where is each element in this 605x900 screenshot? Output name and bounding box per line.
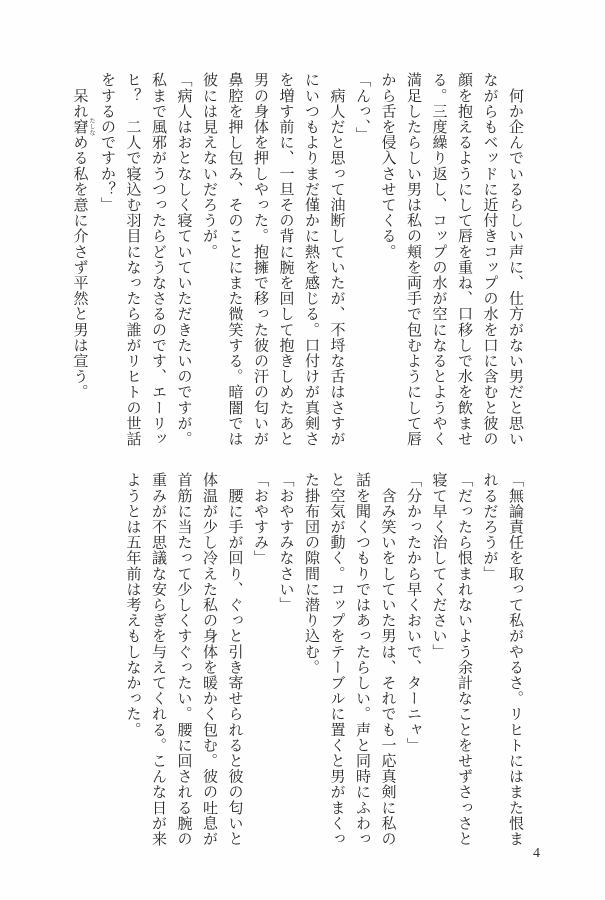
text-line: をするのですか？」 [99,72,117,213]
text-line: 「おやすみ」 [252,472,270,566]
text-line: 重みが不思議な安らぎを与えてくれる。こんな日が来 [150,472,168,847]
text-line: 寝て早く治してください」 [430,472,449,660]
text-line: から舌を侵入させてくる。 [379,72,398,260]
text-line: と空気が動く。コップをテーブルに置くと男がまくっ [328,472,347,847]
text-line: 体温が少し冷えた私の身体を暖かく包む。彼の吐息が [201,472,219,847]
text-line: 鼻腔を押し包み、そのことにまた微笑する。暗闇では [226,72,245,447]
text-line: ヒ？ 二人で寝込む羽目になったら誰がリヒトの世話 [124,72,143,447]
text-line: 「病人はおとなしく寝ていていただきたいのですが。 [175,72,194,447]
ruby-line-start: 呆れ [71,72,90,119]
text-line: 「んっ、」 [354,72,372,143]
text-line: 「分かったから早くおいで、ターニャ」 [405,472,423,753]
text-line: を増す前に、一旦その背に腕を回して抱きしめたあと [277,72,296,447]
upper-text-block [71,72,528,447]
text-line: ようとは五年前は考えもしなかった。 [124,472,143,738]
text-line: 話を聞くつもりではあったらしい。声と同時にふわっ [354,472,372,847]
text-line: 含み笑いをしていた男は、それでも一応真剣に私の [379,472,398,847]
text-line: 「だったら恨まれないよう余計なことをせずさっさと [456,472,474,847]
text-line: 彼には見えないだろうが。 [201,72,219,260]
text-line: 病人だと思って油断していたが、不埒な舌はさすが [328,72,347,447]
text-line: 顔を抱えるようにして唇を重ね、口移しで水を飲ませ [456,72,474,447]
ruby-annotation [71,117,95,136]
lower-text-block [124,472,528,847]
text-line: 満足したらしい男は私の頬を両手で包むようにして唇 [405,72,423,447]
text-line: 私まで風邪がうつったらどうなさるのです、エーリッ [150,72,168,447]
text-line: 腰に手が回り、ぐっと引き寄せられると彼の匂いと [226,472,245,847]
ruby-reading: たしな [88,117,95,136]
page-number: 4 [533,846,540,861]
text-line: ながらもベッドに近付きコップの水を口に含むと彼の [481,72,500,447]
text-line-with-ruby [67,72,95,432]
text-line: る。三度繰り返し、コップの水が空になるとようやく [430,72,449,447]
text-line: 首筋に当たって少しくすぐったい。腰に回される腕の [175,472,194,847]
text-line: 「無論責任を取って私がやるさ。リヒトにはまた恨ま [507,472,525,847]
text-line: 「おやすみなさい」 [277,472,296,613]
text-line: にいつもよりまだ僅かに熱を感じる。口付けが真剣さ [303,72,321,447]
text-line: た掛布団の隙間に潜り込む。 [303,472,321,675]
ruby-line-end: める私を意に介さず平然と男は宣う。 [71,134,90,400]
text-line: 何か企んでいるらしい声に、仕方がない男だと思い [507,72,525,447]
text-line: 男の身体を押しやった。抱擁で移った彼の汗の匂いが [252,72,270,447]
text-line: れるだろうが」 [481,472,500,582]
ruby-base: 窘 [71,117,90,136]
